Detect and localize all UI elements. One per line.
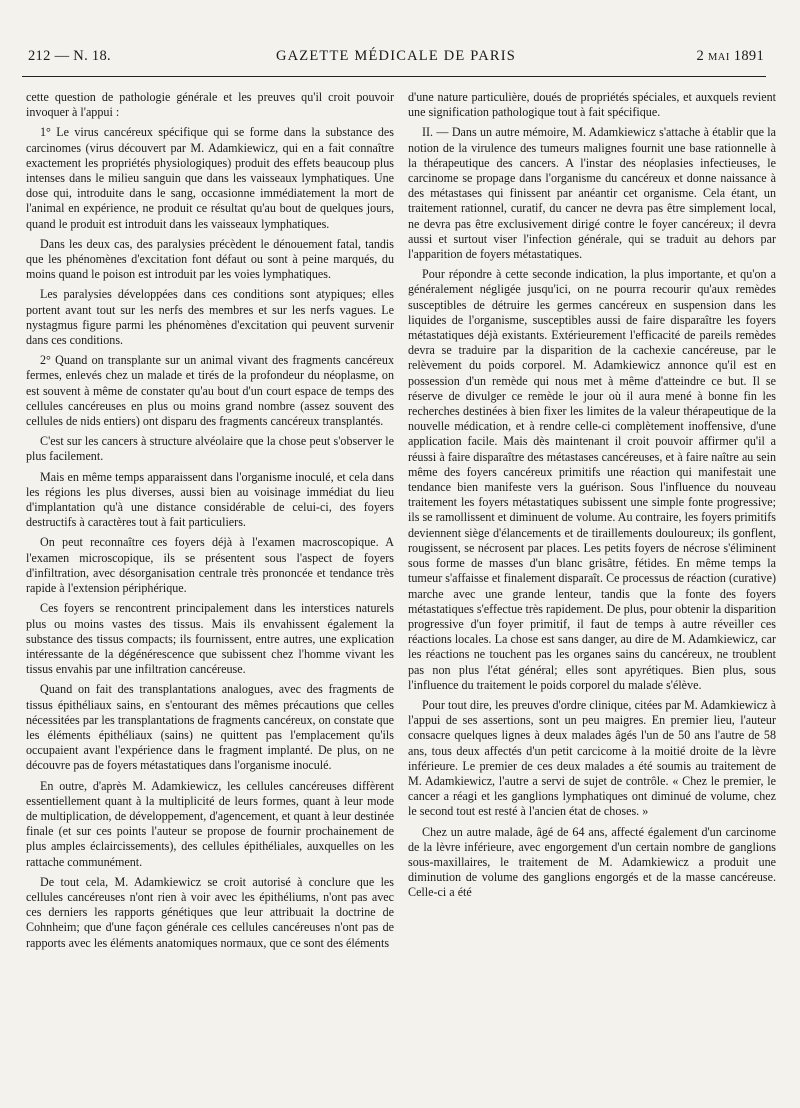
right-column xyxy=(408,90,776,1100)
paragraph: Pour tout dire, les preuves d'ordre clinique, citées par M. Adamkiewicz à l'appui de ses assertions, sont un peu maigres. En premier lieu, l'auteur consacre quelques lignes à deux malades âgés l'un de 50 ans l'autre de 58 ans, tous deux affectés d'un petit carcicome à la moitié droite de la lèvre inférieure. Le premier de ces deux malades a été soumis au traitement de M. Adamkiewicz, l'autre a servi de sujet de contrôle. « Chez le premier, le cancer a réagi et les ganglions lymphatiques ont diminué de volume, chez le second tout est resté à l'ancien état de choses. » xyxy=(408,697,776,819)
paragraph: d'une nature particulière, doués de propriétés spéciales, et auxquels revient une signification pathologique tout à fait spécifique. xyxy=(408,90,776,120)
paragraph: Dans les deux cas, des paralysies précèdent le dénouement fatal, tandis que les phénomènes d'excitation font défaut ou sont à peine marqués, du moins quand le poison est introduit par les voies lymphatiques. xyxy=(26,236,394,282)
paragraph: En outre, d'après M. Adamkiewicz, les cellules cancéreuses diffèrent essentiellement quant à la multiplicité de leurs formes, quant à leur mode de multiplication, de développement, d'agencement, et quant à leur destinée finale (et sur ces points l'auteur se propose de fournir prochainement de plus amples éclaircissements), des cellules épithéliales, auxquelles on les rattache communément. xyxy=(26,778,394,869)
paragraph: 1° Le virus cancéreux spécifique qui se forme dans la substance des carcinomes (virus découvert par M. Adamkiewicz, qui en a fait connaître exactement les propriétés physiologiques) produit des effets beaucoup plus intenses dans le milieu sanguin que dans les vaisseaux lymphatiques. Une dose qui, introduite dans le sang, occasionne immédiatement la mort de l'animal en expérience, ne produit ce résultat qu'au bout de quelques jours, quand le produit est introduit dans les vaisseaux lymphatiques. xyxy=(26,125,394,231)
paragraph: 2° Quand on transplante sur un animal vivant des fragments cancéreux fermes, enlevés chez un malade et tirés de la profondeur du néoplasme, on est souvent à même de constater qu'au bout d'un court espace de temps des cellules cancéreuses en plus ou moins grand nombre (assez souvent des cellules de nids entiers) ont disparu des fragments cancéreux transplantés. xyxy=(26,353,394,429)
paragraph: II. — Dans un autre mémoire, M. Adamkiewicz s'attache à établir que la notion de la virulence des tumeurs malignes fournit une base rationnelle à la thérapeutique des cancers. A l'instar des néoplasies infectieuses, le carcinome se propage dans l'organisme du cancéreux et donne naissance à des métastases qui finissent par anéantir cet organisme. Cela étant, un traitement rationnel, curatif, du cancer ne devra pas être simplement local, ne devra pas être exclusivement dirigé contre le foyer cancéreux; il devra aussi et surtout viser l'infection générale, qui se traduit au dehors par l'apparition de foyers métastatiques. xyxy=(408,125,776,262)
date-day: 2 xyxy=(696,48,704,64)
paragraph: On peut reconnaître ces foyers déjà à l'examen macroscopique. A l'examen microscopique, ils se présentent sous l'aspect de foyers d'infiltration, avec désorganisation centrale très prononcée et tendance très rapide à l'extension périphérique. xyxy=(26,535,394,596)
paragraph: Chez un autre malade, âgé de 64 ans, affecté également d'un carcinome de la lèvre inférieure, avec engorgement d'un certain nombre de ganglions sous-maxillaires, le traitement de M. Adamkiewicz a produit une diminution de volume des ganglions engorgés et de la masse cancéreuse. Celle-ci a été xyxy=(408,824,776,900)
date-month: MAI xyxy=(707,52,730,63)
page-number: 212 — N. 18. xyxy=(28,48,111,64)
paragraph: cette question de pathologie générale et les preuves qu'il croit pouvoir invoquer à l'appui : xyxy=(26,90,394,120)
paragraph: De tout cela, M. Adamkiewicz se croit autorisé à conclure que les cellules cancéreuses n'ont rien à voir avec les épithéliums, n'ont pas avec ces derniers les rapports génétiques que leur attribuait la doctrine de Cohnheim; que d'une façon générale ces cellules cancéreuses n'ont pas de rapports avec les éléments anatomiques normaux, que ce sont des éléments xyxy=(26,874,394,950)
issue-date xyxy=(696,48,764,65)
paragraph: Ces foyers se rencontrent principalement dans les interstices naturels plus ou moins vastes des tissus. Mais ils envahissent également la substance des tissus compacts; ils fournissent, entre autres, une explication intéressante de la dégénérescence que subissent chez l'homme vivant les tissus envahis par une infiltration cancéreuse. xyxy=(26,601,394,677)
left-column xyxy=(26,90,394,1100)
header-rule xyxy=(22,76,766,77)
paragraph: Pour répondre à cette seconde indication, la plus importante, et qu'on a généralement négligée jusqu'ici, on ne pourra recourir qu'aux remèdes susceptibles de détruire les germes cancéreux en suspension dans les liquides de l'organisme, susceptibles aussi de faire disparaître les foyers métastatiques déjà existants. Extérieurement l'efficacité de pareils remèdes devra se traduire par la disparition de la cachexie cancéreuse, par le relèvement du poids corporel. M. Adamkiewicz annonce qu'il est en possession d'un remède qui nous met à même d'atteindre ce but. Il se réserve de divulger ce remède le jour où il aura mené à bonne fin les recherches destinées à bien fixer les limites de la valeur thérapeutique de la nouvelle médication, et à rendre celle-ci complètement inoffensive, d'une application facile. Mais dès maintenant il croit pouvoir affirmer qu'il a réussi à faire disparaître des métastases cancéreuses, et à faire naître au sein même des foyers cancéreux primitifs une réaction qui manifestait une tendance bien manifeste vers la guérison. Sous l'influence du nouveau traitement les foyers métastatiques subissent une simple fonte progressive; ils se ramollissent et diminuent de volume. Au contraire, les foyers primitifs deviennent siège d'élancements et de tiraillements douloureux; ils gonflent, rougissent, se nécrosent par places. Les petits foyers de nécrose s'éliminent sous forme de masses d'un blanc grisâtre, fétides. En même temps la tumeur s'affaisse et finalement disparaît. Ce processus de réaction (curative) marche avec une grande lenteur, tandis que la fonte des foyers métastatiques s'effectue très rapidement. De plus, pour obtenir la disparition progressive d'un foyer primitif, il faut de temps à autre réveiller ces réactions locales. La chose est sans danger, au dire de M. Adamkiewicz, car les réactions ne touchent pas les organes sains du cancéreux, ne troublent pas non plus l'état général; elles sont apyrétiques. Bien plus, sous l'influence du traitement le poids corporel du malade s'élève. xyxy=(408,267,776,692)
paragraph: Quand on fait des transplantations analogues, avec des fragments de tissus épithéliaux sains, en s'entourant des mêmes précautions que celles nécessitées par les transplantations de fragments cancéreux, on constate que les éléments épithéliaux (sains) ne quittent pas l'emplacement qu'ils occupaient avant l'expérience dans le fragment implanté. De plus, on ne découvre pas de foyers métastatiques dans l'organisme inoculé. xyxy=(26,682,394,773)
date-year: 1891 xyxy=(733,48,764,64)
paragraph: Les paralysies développées dans ces conditions sont atypiques; elles portent avant tout sur les nerfs des membres et sur les nerfs vagues. Le nystagmus figure parmi les phénomènes d'excitation qui peuvent survenir dans ces conditions. xyxy=(26,287,394,348)
paragraph: Mais en même temps apparaissent dans l'organisme inoculé, et cela dans les régions les plus diverses, aussi bien au voisinage immédiat du lieu d'implantation qu'à une distance considérable de celui-ci, des foyers destructifs à caractères tout à fait particuliers. xyxy=(26,469,394,530)
journal-title: GAZETTE MÉDICALE DE PARIS xyxy=(275,48,517,64)
paragraph: C'est sur les cancers à structure alvéolaire que la chose peut s'observer le plus facilement. xyxy=(26,434,394,464)
page-header xyxy=(28,48,764,70)
